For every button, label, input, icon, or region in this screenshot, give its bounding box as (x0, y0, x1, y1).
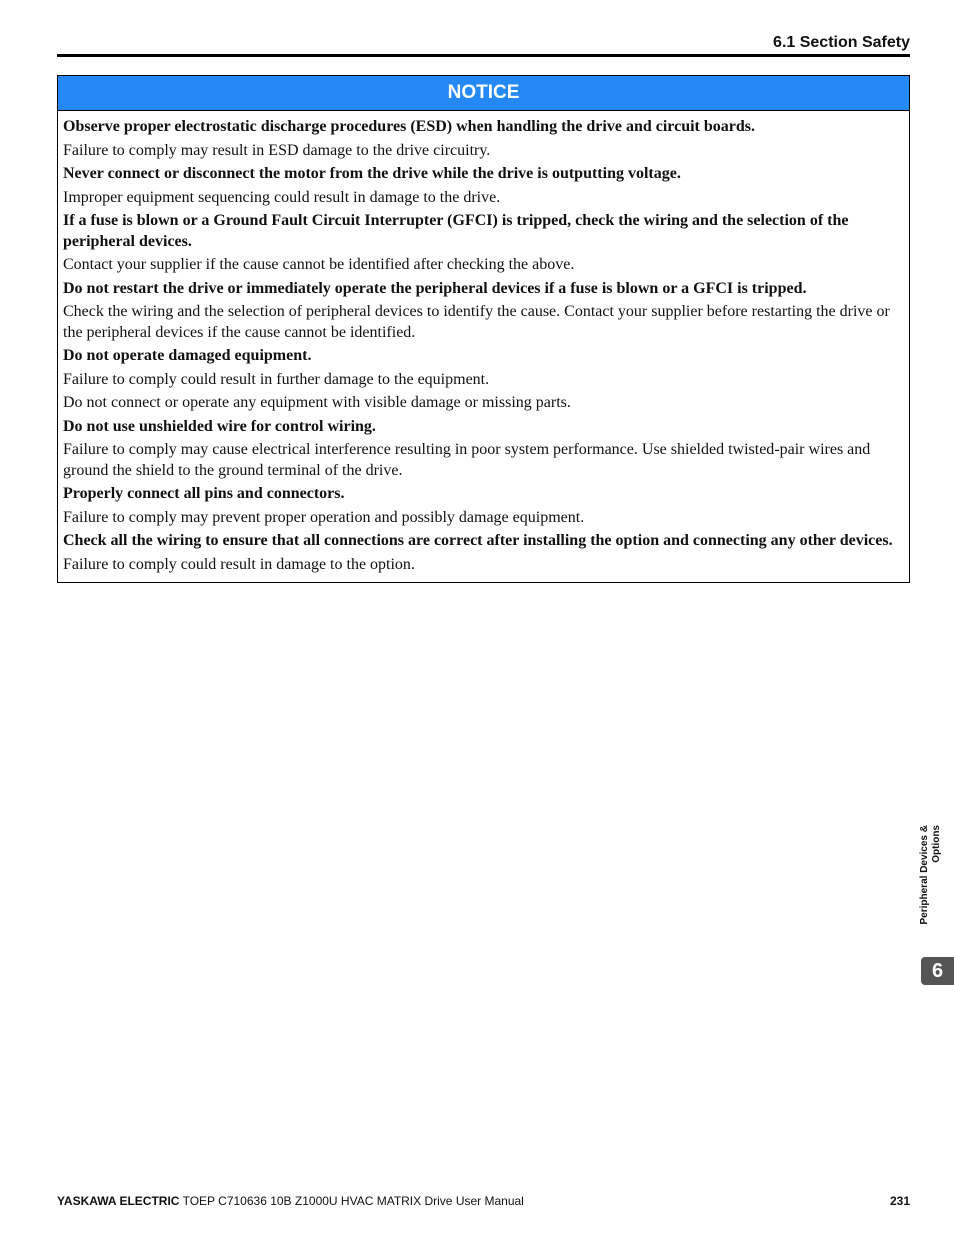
notice-box (57, 75, 910, 583)
notice-item: Failure to comply may prevent proper operation and possibly damage equipment. (63, 508, 585, 526)
notice-item: Failure to comply could result in damage to the option. (63, 555, 415, 573)
page-footer (57, 1194, 910, 1208)
chapter-tab: 6 (921, 957, 954, 985)
notice-item: Failure to comply could result in further damage to the equipment. (63, 370, 490, 388)
side-tab-label-line2: Options (931, 825, 942, 863)
notice-item: Never connect or disconnect the motor from the drive while the drive is outputting voltage. (63, 165, 681, 182)
notice-item: Check the wiring and the selection of peripheral devices to identify the cause. Contact your supplier before restarting the drive or the peripheral devices if the cause cannot be identified. (63, 303, 890, 341)
side-tab-label-line1: Peripheral Devices & (919, 825, 930, 925)
notice-item: If a fuse is blown or a Ground Fault Circuit Interrupter (GFCI) is tripped, check the wiring and the selection of the peripheral devices. (63, 212, 849, 250)
notice-item: Properly connect all pins and connectors. (63, 485, 345, 502)
notice-item: Contact your supplier if the cause cannot be identified after checking the above. (63, 256, 575, 273)
notice-body (58, 111, 909, 582)
section-title: 6.1 Section Safety (773, 34, 910, 51)
footer-document: TOEP C710636 10B Z1000U HVAC MATRIX Drive User Manual (182, 1194, 524, 1208)
notice-item: Improper equipment sequencing could result in damage to the drive. (63, 188, 501, 206)
notice-item: Observe proper electrostatic discharge procedures (ESD) when handling the drive and circuit boards. (63, 118, 755, 135)
notice-heading: NOTICE (58, 76, 909, 111)
side-tab-label (919, 825, 953, 945)
notice-item: Failure to comply may result in ESD damage to the drive circuitry. (63, 141, 491, 159)
notice-item: Do not use unshielded wire for control wiring. (63, 417, 376, 435)
header-rule (57, 54, 910, 57)
notice-item: Do not operate damaged equipment. (63, 347, 312, 364)
page-number: 231 (889, 1194, 910, 1208)
notice-item: Check all the wiring to ensure that all connections are correct after installing the option and connecting any other devices. (63, 532, 893, 549)
notice-item: Do not connect or operate any equipment with visible damage or missing parts. (63, 394, 571, 411)
notice-item: Failure to comply may cause electrical interference resulting in poor system performance. Use shielded twisted-pair wires and ground the shield to the ground terminal of the drive. (63, 441, 871, 479)
notice-item: Do not restart the drive or immediately operate the peripheral devices if a fuse is blown or a GFCI is tripped. (63, 279, 807, 297)
footer-brand: YASKAWA ELECTRIC (57, 1194, 180, 1208)
